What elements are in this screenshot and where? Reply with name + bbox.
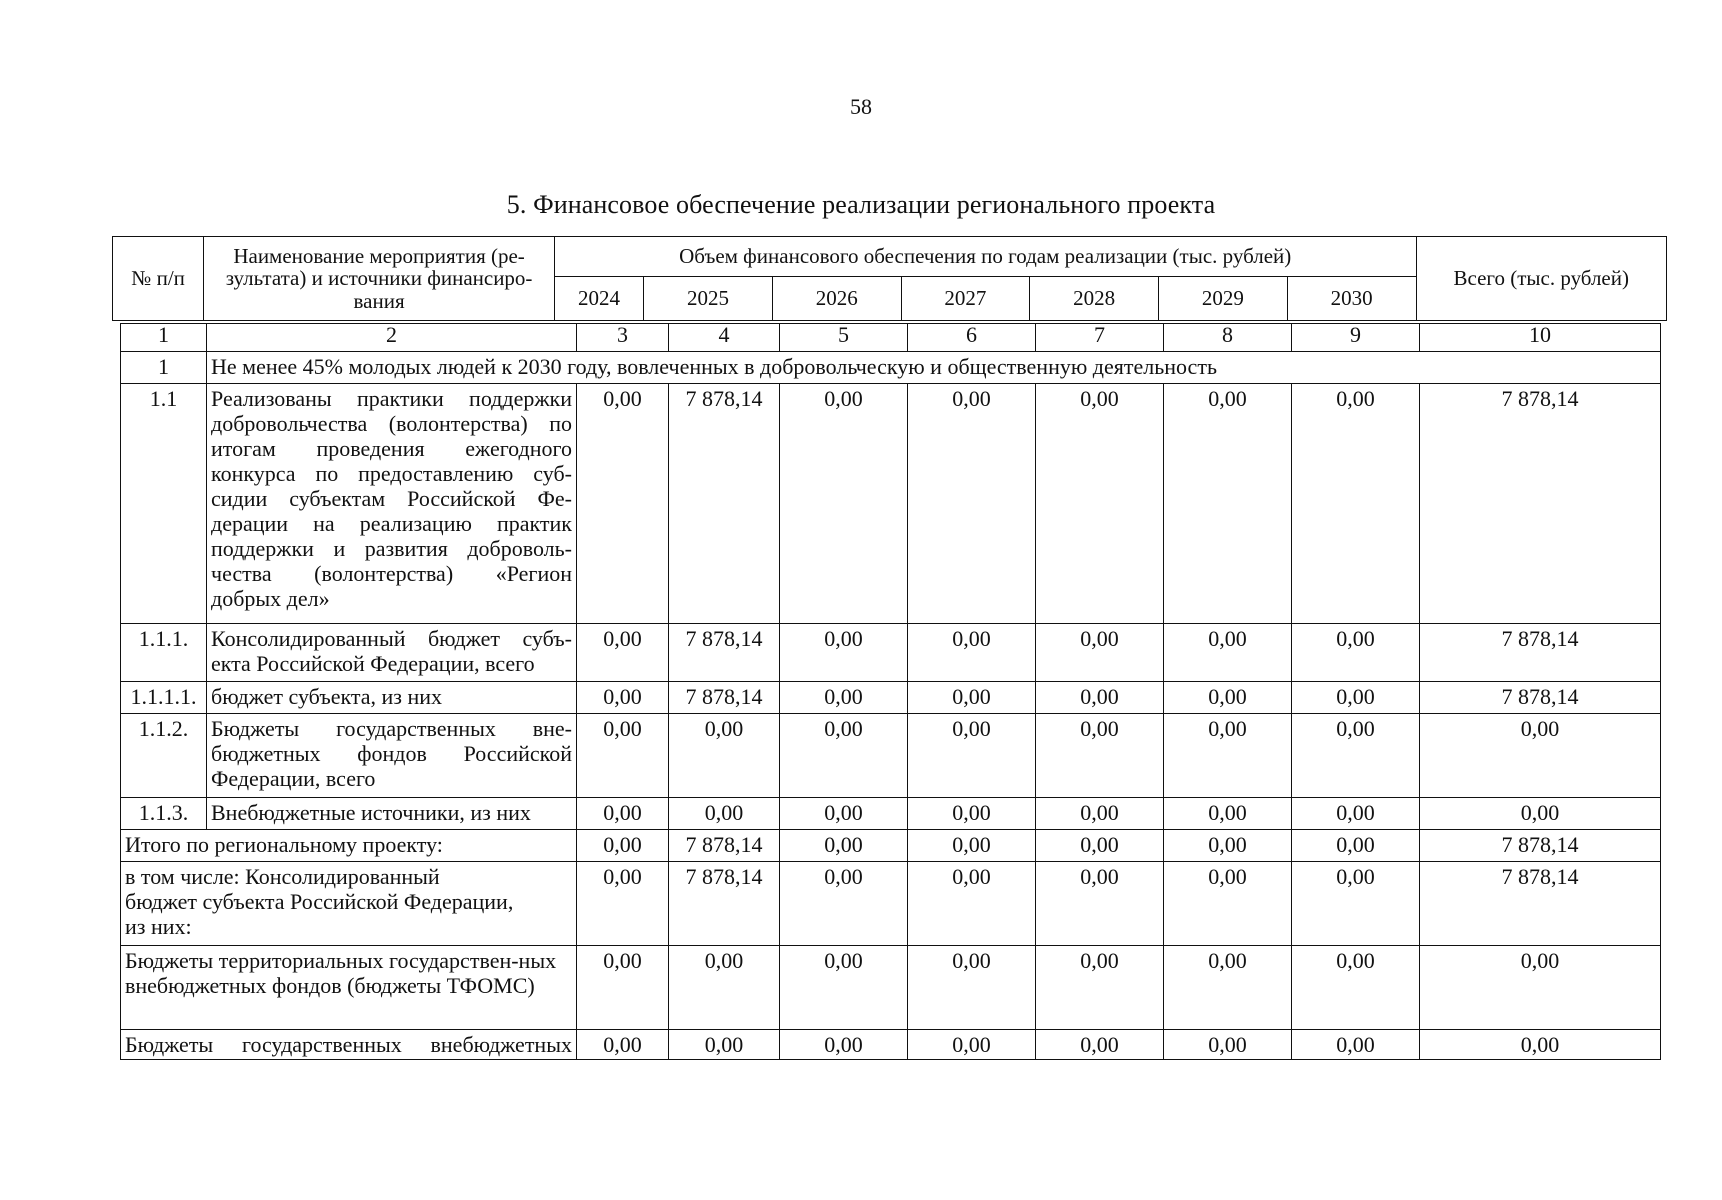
row-value: 0,00 [1164,798,1292,830]
total-label: Бюджеты территориальных государствен-ных внебюджетных фондов (бюджеты ТФОМС) [121,946,577,1030]
row-value: 0,00 [1292,624,1420,682]
column-index: 7 [1036,324,1164,352]
total-value: 0,00 [780,946,908,1030]
row-value: 0,00 [780,682,908,714]
total-value: 0,00 [1036,1030,1164,1060]
total-sum: 7 878,14 [1420,830,1661,862]
header-year: 2025 [644,277,773,321]
row-total: 7 878,14 [1420,384,1661,624]
total-label: в том числе: Консолидированный бюджет субъекта Российской Федерации, из них: [121,862,577,946]
row-name: Консолидированный бюджет субъ-екта Российской Федерации, всего [207,624,577,682]
total-value: 0,00 [908,946,1036,1030]
row-value: 0,00 [780,798,908,830]
row-value: 0,00 [1036,682,1164,714]
goal-row [121,352,1661,384]
column-index: 5 [780,324,908,352]
total-value: 0,00 [1036,862,1164,946]
row-value: 0,00 [1164,682,1292,714]
total-value: 0,00 [1292,1030,1420,1060]
row-num: 1.1.2. [121,714,207,798]
table-row [121,798,1661,830]
row-value: 0,00 [577,384,669,624]
total-value: 7 878,14 [669,862,780,946]
row-value: 0,00 [1036,384,1164,624]
total-value: 0,00 [908,830,1036,862]
table-row [121,682,1661,714]
row-num: 1.1 [121,384,207,624]
table-row [121,624,1661,682]
header-year: 2026 [772,277,901,321]
column-index: 8 [1164,324,1292,352]
row-total: 7 878,14 [1420,682,1661,714]
total-value: 0,00 [780,862,908,946]
total-value: 0,00 [669,1030,780,1060]
column-index: 9 [1292,324,1420,352]
row-value: 0,00 [780,384,908,624]
total-value: 0,00 [669,946,780,1030]
column-index: 1 [121,324,207,352]
row-name: бюджет субъекта, из них [207,682,577,714]
row-value: 0,00 [1036,798,1164,830]
row-value: 0,00 [908,384,1036,624]
table-body [120,323,1661,1060]
row-total: 0,00 [1420,714,1661,798]
header-num: № п/п [113,237,204,321]
row-value: 0,00 [577,682,669,714]
total-label: Итого по региональному проекту: [121,830,577,862]
total-row [121,946,1661,1030]
header-total: Всего (тыс. рублей) [1416,237,1666,321]
row-value: 0,00 [1292,714,1420,798]
total-label: Бюджеты государственных внебюджетных [121,1030,577,1060]
total-value: 0,00 [577,862,669,946]
row-value: 0,00 [669,714,780,798]
total-row [121,1030,1661,1060]
header-year: 2024 [554,277,643,321]
row-value: 0,00 [1164,384,1292,624]
column-index: 6 [908,324,1036,352]
total-value: 0,00 [577,830,669,862]
total-value: 0,00 [1164,1030,1292,1060]
row-num: 1.1.1. [121,624,207,682]
total-row [121,862,1661,946]
total-sum: 0,00 [1420,1030,1661,1060]
row-name: Реализованы практики поддержки добровольчества (волонтерства) по итогам проведения ежегодного конкурса по предоставлению суб-сидии субъектам Российской Фе-дерации на реализацию практик поддержки и развития доброволь-чества (волонтерства) «Регион добрых дел» [207,384,577,624]
column-index: 3 [577,324,669,352]
column-index-row [121,324,1661,352]
total-value: 0,00 [1164,946,1292,1030]
header-year: 2027 [901,277,1030,321]
row-name: Внебюджетные источники, из них [207,798,577,830]
table-header [112,236,1667,321]
row-value: 0,00 [669,798,780,830]
header-year: 2030 [1287,277,1416,321]
header-years-group: Объем финансового обеспечения по годам реализации (тыс. рублей) [554,237,1416,277]
total-value: 0,00 [908,1030,1036,1060]
table-row [121,384,1661,624]
row-value: 0,00 [577,798,669,830]
row-value: 0,00 [1036,714,1164,798]
row-value: 0,00 [1292,682,1420,714]
page-number: 58 [850,94,872,119]
header-year: 2029 [1158,277,1287,321]
header-name: Наименование мероприятия (ре-зультата) и источники финансиро-вания [204,237,555,321]
row-total: 7 878,14 [1420,624,1661,682]
total-value: 0,00 [1292,862,1420,946]
row-value: 0,00 [780,714,908,798]
total-value: 0,00 [1036,946,1164,1030]
total-value: 0,00 [1164,830,1292,862]
row-value: 0,00 [908,714,1036,798]
row-value: 7 878,14 [669,682,780,714]
column-index: 10 [1420,324,1661,352]
row-value: 0,00 [1292,384,1420,624]
total-value: 0,00 [1164,862,1292,946]
row-value: 0,00 [908,624,1036,682]
row-value: 0,00 [577,624,669,682]
total-value: 7 878,14 [669,830,780,862]
total-sum: 7 878,14 [1420,862,1661,946]
row-num: 1.1.3. [121,798,207,830]
goal-num: 1 [121,352,207,384]
row-total: 0,00 [1420,798,1661,830]
total-value: 0,00 [1292,830,1420,862]
row-value: 0,00 [908,682,1036,714]
total-value: 0,00 [1292,946,1420,1030]
column-index: 2 [207,324,577,352]
goal-text: Не менее 45% молодых людей к 2030 году, вовлеченных в добровольческую и общественную деятельность [207,352,1661,384]
column-index: 4 [669,324,780,352]
row-value: 7 878,14 [669,384,780,624]
table-row [121,714,1661,798]
row-value: 0,00 [1292,798,1420,830]
row-num: 1.1.1.1. [121,682,207,714]
total-value: 0,00 [780,830,908,862]
total-value: 0,00 [577,1030,669,1060]
total-value: 0,00 [780,1030,908,1060]
row-value: 0,00 [780,624,908,682]
row-value: 0,00 [1164,714,1292,798]
document-title: 5. Финансовое обеспечение реализации регионального проекта [506,190,1216,219]
row-value: 0,00 [1036,624,1164,682]
total-value: 0,00 [577,946,669,1030]
row-value: 0,00 [1164,624,1292,682]
row-value: 7 878,14 [669,624,780,682]
row-name: Бюджеты государственных вне-бюджетных фондов Российской Федерации, всего [207,714,577,798]
row-value: 0,00 [908,798,1036,830]
total-value: 0,00 [908,862,1036,946]
header-year: 2028 [1030,277,1159,321]
total-sum: 0,00 [1420,946,1661,1030]
total-value: 0,00 [1036,830,1164,862]
total-row [121,830,1661,862]
row-value: 0,00 [577,714,669,798]
